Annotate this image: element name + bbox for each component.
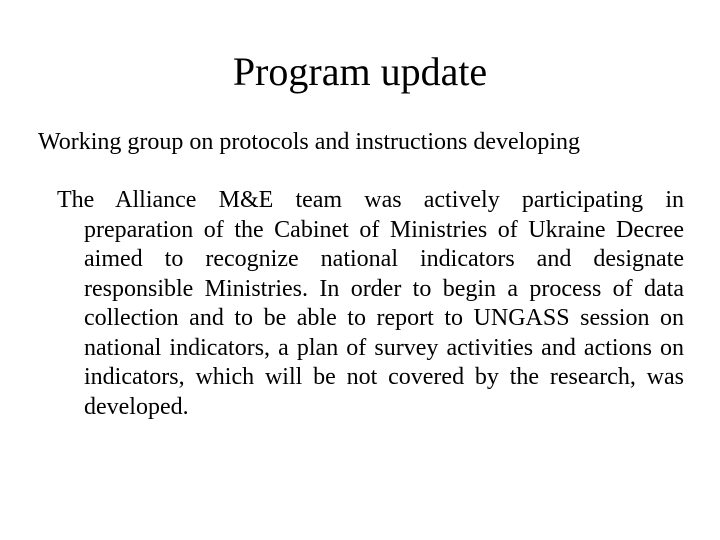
slide-subtitle: Working group on protocols and instructions developing (38, 129, 580, 155)
body-paragraph: The Alliance M&E team was actively participating in preparation of the Cabinet of Ministries of Ukraine Decree aimed to recognize national indicators and designate responsible Ministries. In order to begin a process of data collection and to be able to report to UNGASS session on national indicators, a plan of survey activities and actions on indicators, which will be not covered by the research, was developed. (57, 187, 684, 420)
slide-title: Program update (232, 49, 488, 94)
